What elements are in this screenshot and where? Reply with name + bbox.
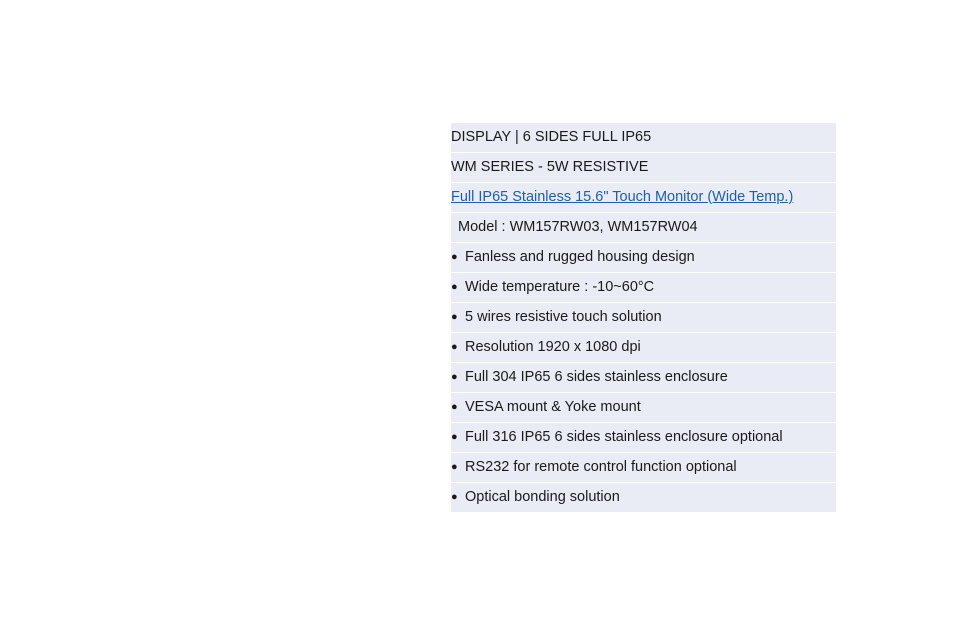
feature-item xyxy=(451,333,836,363)
product-link-row xyxy=(451,183,836,213)
feature-text: Optical bonding solution xyxy=(465,489,620,505)
series-row xyxy=(451,153,836,183)
bullet-icon: ● xyxy=(451,251,458,263)
spec-table xyxy=(451,123,836,513)
feature-item xyxy=(451,243,836,273)
feature-item xyxy=(451,423,836,453)
feature-item xyxy=(451,303,836,333)
feature-text: VESA mount & Yoke mount xyxy=(465,399,641,415)
feature-item xyxy=(451,363,836,393)
category-row xyxy=(451,123,836,153)
model-row xyxy=(451,213,836,243)
series-label: WM SERIES - 5W RESISTIVE xyxy=(451,159,649,175)
category-label: DISPLAY | 6 SIDES FULL IP65 xyxy=(451,129,652,145)
bullet-icon: ● xyxy=(451,281,458,293)
feature-text: 5 wires resistive touch solution xyxy=(465,309,662,325)
feature-item xyxy=(451,483,836,513)
bullet-icon: ● xyxy=(451,401,458,413)
model-label: Model : WM157RW03, WM157RW04 xyxy=(458,219,698,235)
feature-text: Full 304 IP65 6 sides stainless enclosure xyxy=(465,369,728,385)
bullet-icon: ● xyxy=(451,431,458,443)
bullet-icon: ● xyxy=(451,461,458,473)
product-link[interactable]: Full IP65 Stainless 15.6" Touch Monitor (Wide Temp.) xyxy=(451,189,794,205)
feature-item xyxy=(451,393,836,423)
bullet-icon: ● xyxy=(451,341,458,353)
bullet-icon: ● xyxy=(451,311,458,323)
feature-item xyxy=(451,273,836,303)
feature-item xyxy=(451,453,836,483)
feature-text: Resolution 1920 x 1080 dpi xyxy=(465,339,641,355)
bullet-icon: ● xyxy=(451,491,458,503)
feature-text: RS232 for remote control function optional xyxy=(465,459,737,475)
bullet-icon: ● xyxy=(451,371,458,383)
feature-text: Fanless and rugged housing design xyxy=(465,249,695,265)
feature-text: Full 316 IP65 6 sides stainless enclosure optional xyxy=(465,429,783,445)
feature-text: Wide temperature : -10~60°C xyxy=(465,279,655,295)
